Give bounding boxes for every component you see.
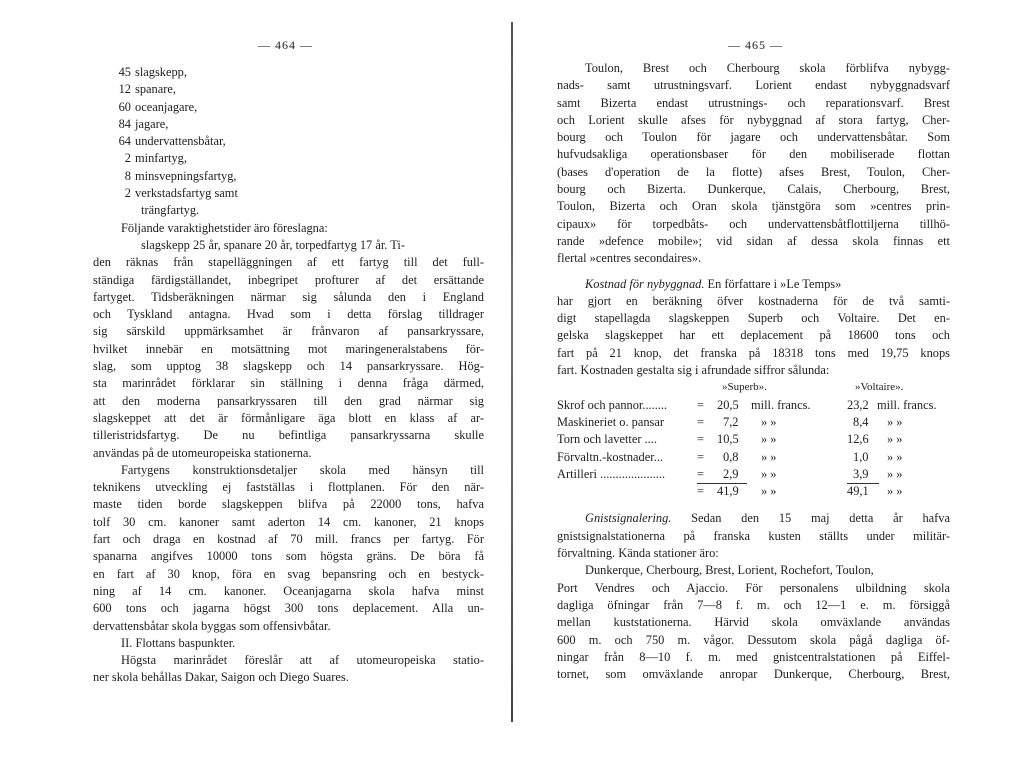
text-line: hufvudsakliga operationsbaser för den mobiliserade flottan [557,147,950,162]
text-line: fart på 21 knop, det franska på 18318 tons med 19,75 knops [557,345,950,360]
text-line: fart och draga en kostnad af 70 mill. francs per fartyg. För [93,532,484,547]
table-row: Torn och lavetter .... = 10,5 » » 12,6 » » [557,432,903,447]
text-line: samt Bizerta endast utrustnings- och reparationsvarf. Brest [557,95,950,110]
text-line: sig särskild uppmärksamhet är frånvaron af pansarkryssare, [93,324,484,339]
list-item: 2 minfartyg, [124,151,187,166]
text-line: en fart af 30 knop, föra en svag bepansring och en bestyck- [93,566,484,581]
list-item: 8 minsvepningsfartyg, [124,168,237,183]
text-line: (bases d'operation de la flotte) afses Brest, Toulon, Cher- [557,164,950,179]
text-line: att den moderna pansarkryssaren till den grad närmar sig [93,393,484,408]
text-line: Fartygens konstruktionsdetaljer skola med hänsyn till [121,462,484,477]
text-line: har gjort en beräkning öfver kostnaderna för de två samti- [557,293,950,308]
right-text-block [557,60,950,683]
table-row: Skrof och pannor........ = 20,5 mill. francs. 23,2 mill. francs. [557,397,937,412]
text-line: fartyget. Tidsberäkningen närmar sig sålunda den i England [93,289,484,304]
gnist-heading: Gnistsignalering. [585,511,672,526]
text-line: Följande varaktighetstider äro föreslagna: [121,220,328,235]
table-row: Maskineriet o. pansar = 7,2 » » 8,4 » » [557,414,903,429]
text-line: bourg och Toulon för jagare och undervattensbåtar. Som [557,130,950,145]
text-line: mellan kuststationerna. Härvid skola omväxlande användas [557,615,950,630]
list-item: 2 verkstadsfartyg samt [124,186,238,201]
text-line: och Tyskland antagna. Hvad som i detta förslag tilldrager [93,307,484,322]
text-line: maste tiden borde slagskeppen blifva på 22000 tons, hafva [93,497,484,512]
text-line: ningar från 8—10 f. m. med gnistcentralstationen på Eiffel- [557,649,950,664]
text-line: dagliga öfningar från 7—8 f. m. och 12—1 e. m. försiggå [557,597,950,612]
text-line: bourg och Bizerta. Dunkerque, Calais, Cherbourg, Brest, [557,182,950,197]
left-text-block [93,64,484,687]
section-heading: II. Flottans baspunkter. [121,635,236,650]
text-line: tornet, som omväxlande anropar Dunkerque, Cherbourg, Brest, [557,667,950,682]
list-item: 84 jagare, [118,116,169,131]
page-number-right: — 465 — [728,38,783,52]
text-line: användas på de utomeuropeiska stationerna. [93,445,312,460]
text-line: Högsta marinrådet föreslår att af utomeuropeiska statio- [121,653,484,668]
list-item: 64 undervattensbåtar, [118,134,226,149]
text-line: flertal »centres secondaires». [557,251,702,266]
text-line: Kostnad för nybyggnad. En författare i »Le Temps» [585,276,842,291]
header-voltaire: »Voltaire». [855,381,904,394]
text-line: tilleristridsfartyg. De nu befintliga pansarkryssarna skulle [93,428,484,443]
list-item: 12 spanare, [118,82,176,97]
text-line: 600 m. och 750 m. vågor. Dessutom skola pågå dagliga öf- [557,632,950,647]
text-line: digt stapellagda slagskeppen Superb och Voltaire. Det en- [557,311,950,326]
header-superb: »Superb». [722,381,767,394]
table-total-row: = 41,9 » » 49,1 » » [697,484,903,499]
text-line: teknikens utveckling ej fastställas i flottplanen. För den när- [93,480,484,495]
text-line: Port Vendres och Ajaccio. För personalens ulbildning skola [557,580,950,595]
list-item: 60 oceanjagare, [118,99,198,114]
text-line: hvilket innebär en motsättning mot maringeneralstabens för- [93,341,484,356]
text-line: 600 tons och jagarna högst 300 tons deplacement. Alla un- [93,601,484,616]
text-line: spanarna angifves 10000 tons som högsta gräns. De böra få [93,549,484,564]
book-spine [511,22,513,722]
text-line: dervattensbåtar skola byggas som offensivbåtar. [93,618,331,633]
kostnad-heading: Kostnad för nybyggnad. [585,276,705,291]
list-item: 45 slagskepp, [118,65,187,79]
text-line: ständiga färdigställandet, inbegripet profturer af det ersättande [93,272,484,287]
text-line: slagskepp 25 år, spanare 20 år, torpedfartyg 17 år. Ti- [141,237,405,252]
text-line: Dunkerque, Cherbourg, Brest, Lorient, Rochefort, Toulon, [585,563,874,578]
page-number-left: — 464 — [258,38,313,52]
text-line: gelska slagskeppet har ett deplacement på 18600 tons och [557,328,950,343]
text-line: gnistsignalstationerna på franska kusten ställts under militär- [557,528,950,543]
text-line: Gnistsignalering. Sedan den 15 maj detta år hafva [585,511,950,526]
text-line: rande »defence mobile»; vid sidan af dessa skola finnas ett [557,233,950,248]
text-line: Toulon, Bizerta och Oran skola tjänstgöra som »centres prin- [557,199,950,214]
text-line: ning af 14 cm. kanoner. Oceanjagarna skola hafva minst [93,583,484,598]
text-line: nads- samt utrustningsvarf. Lorient endast nybyggnadsvarf [557,78,950,93]
text-line: cipaux» för torpedbåts- och undervattensbåtflottiljerna tillhö- [557,216,950,231]
text-line: tolf 30 cm. kanoner samt aderton 14 cm. kanoner, 21 knops [93,514,484,529]
table-row: Förvaltn.-kostnader... = 0,8 » » 1,0 » » [557,449,903,464]
table-row: Artilleri ..................... = 2,9 » » 3,9 » » [557,466,903,481]
text-line: förvaltning. Kända stationer äro: [557,546,719,561]
text-line: fart. Kostnaden gestalta sig i afrundade siffror sålunda: [557,363,830,378]
table-header [557,379,950,396]
text-line: sta marinrådet förklarar sin ställning i denna fråga därmed, [93,376,484,391]
text-line: ner skola behållas Dakar, Saigon och Diego Suares. [93,670,349,685]
text-line: Toulon, Brest och Cherbourg skola förblifva nybygg- [585,61,950,75]
left-page [0,0,505,762]
list-tail: trängfartyg. [141,203,200,218]
text-line: slagskeppet att det är förmånligare äga blott en klass af ar- [93,410,484,425]
right-page [517,0,1024,762]
text-line: slag, som upptog 38 slagskepp och 14 pansarkryssare. Hög- [93,359,484,374]
text-line: och Lorient skulle afses för nybyggnad af stora fartyg, Cher- [557,112,950,127]
text-line: den räknas från stapelläggningen af ett fartyg till det full- [93,255,484,270]
